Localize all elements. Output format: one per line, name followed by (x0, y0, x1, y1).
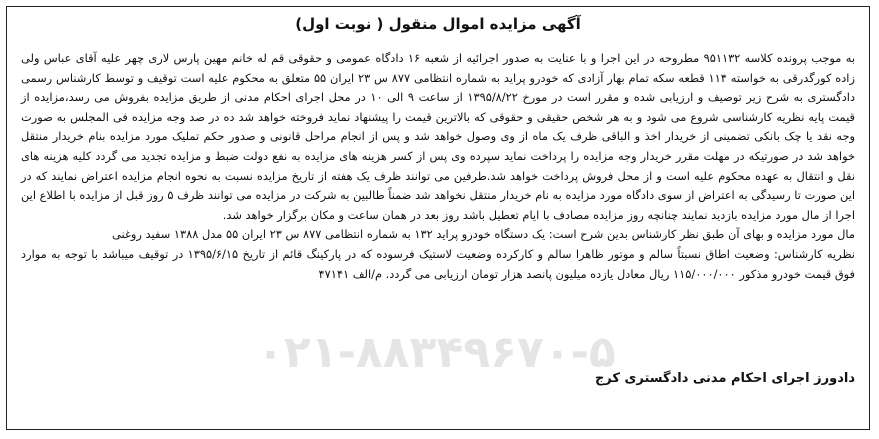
notice-paragraph-appraisal: نظریه کارشناس: وضعیت اطاق نسبتاً سالم و موتور ظاهرا سالم و کارکرده وضعیت لاستیک فرسوده که در پارکینگ قائم از تاریخ ۱۳۹۵/۶/۱۵ در توقیف میباشد با توجه به موارد فوق قیمت خودرو مذکور ۱۱۵/۰۰۰/۰۰۰ ریال معادل یازده میلیون پانصد هزار تومان ارزیابی می گردد. م/الف ۴۷۱۴۱ (21, 246, 855, 281)
auction-notice (6, 6, 870, 430)
notice-paragraph-item: مال مورد مزایده و بهای آن طبق نظر کارشناس بدین شرح است: یک دستگاه خودرو پراید ۱۳۲ به شماره انتظامی ۸۷۷ س ۲۳ ایران ۵۵ مدل ۱۳۸۸ سفید روغنی (112, 227, 855, 242)
watermark-phone: ۰۲۱-۸۸۳۴۹۶۷۰-۵ (257, 327, 616, 378)
notice-paragraph-terms: به موجب پرونده کلاسه ۹۵۱۱۳۲ مطروحه در این اجرا و با عنایت به صدور اجرائیه از شعبه ۱۶ دادگاه عمومی و حقوقی قم له خانم مهین پارس لاری چهر علیه آقای عباس ولی زاده کورگدرقی به خواسته ۱۱۴ قطعه سکه تمام بهار آزادی که خودرو پراید به شماره انتظامی ۸۷۷ س ۲۳ ایران ۵۵ متعلق به محکوم علیه است توقیف و توسط کارشناس رسمی دادگستری به شرح زیر توصیف و ارزیابی شده و مقرر است در مورخ ۱۳۹۵/۸/۲۲ از ساعت ۹ الی ۱۰ در محل اجرای احکام مدنی از طریق مزایده بفروش می رسد،مزایده از قیمت پایه نظریه کارشناسی شروع می شود و به هر شخص حقیقی و حقوقی که بالاترین قیمت را پیشنهاد نماید فروخته خواهد شد ده در صد وجه مزایده فی المجلس به صورت وجه نقد یا چک بانکی تضمینی از خریدار اخذ و الباقی ظرف یک ماه از وی وصول خواهد شد و پس از انجام مراحل قانونی و صدور حکم تملیک مورد مزایده بنام خریدار منتقل خواهد شد در صورتیکه در مهلت مقرر خریدار وجه مزایده را پرداخت نماید سپرده وی پس از کسر هزینه های مزایده به نفع دولت ضبط و مزایده تجدید می گردد کلیه هزینه های نقل و انتقال به عهده محکوم علیه است و از محل فروش پرداخت خواهد شد.طرفین می توانند ظرف یک هفته از تاریخ مزایده نسبت به نحوه انجام مزایده اعتراض نمایند که در این صورت تا رسیدگی به اعتراض از سوی دادگاه مورد مزایده به نام خریدار منتقل نخواهد شد ضمناً طالبین به شرکت در مزایده می توانند ظرف ۵ روز قبل از مزایده با اطلاع این اجرا از مال مورد مزایده بازدید نمایند چنانچه روز مزایده مصادف با ایام تعطیل باشد روز بعد در همان ساعت و مکان برگزار خواهد شد. (21, 51, 856, 222)
notice-title: آگهی مزایده اموال منقول ( نوبت اول) (295, 15, 581, 33)
notice-signature: دادورز اجرای احکام مدنی دادگستری کرج (594, 371, 855, 386)
notice-body (21, 49, 855, 284)
